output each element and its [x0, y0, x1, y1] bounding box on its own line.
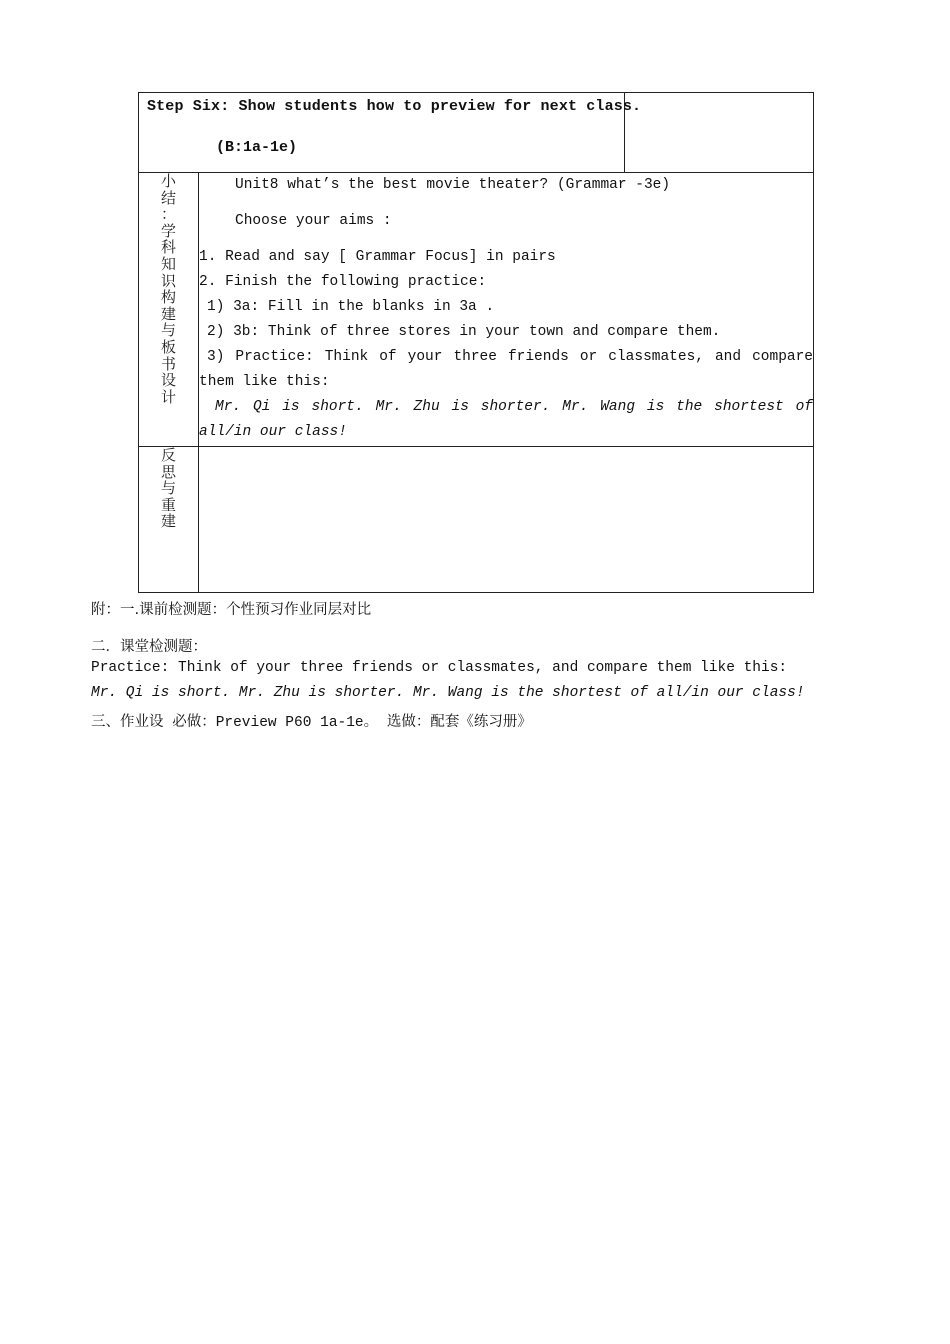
reflect-row: [139, 447, 814, 593]
step-six-row: [139, 93, 814, 173]
appendix-example: Mr. Qi is short. Mr. Zhu is shorter. Mr. Wang is the shortest of all/in our class!: [91, 685, 805, 701]
side-char: 知: [160, 254, 176, 273]
side-char: 思: [160, 462, 176, 481]
unit-title: Unit8 what’s the best movie theater? (Grammar -3e): [235, 177, 671, 193]
side-char: 结: [160, 188, 176, 207]
summary-content-cell: [199, 173, 814, 447]
appendix-practice: Practice: Think of your three friends or classmates, and compare them like this:: [91, 660, 788, 676]
appendix-homework: 三、作业设 必做：Preview P60 1a-1e。 选做：配套《练习册》: [91, 715, 532, 731]
side-char: 设: [160, 371, 176, 390]
step-six-title: Step Six: Show students how to preview for next class.: [147, 98, 642, 115]
example-sentence: Mr. Qi is short. Mr. Zhu is shorter. Mr. Wang is the shortest of: [215, 399, 813, 415]
step-six-empty-cell: [625, 93, 814, 173]
appendix-line-2: 二．课堂检测题：: [91, 639, 207, 655]
side-char: 科: [160, 238, 176, 257]
aim-item-2: 2. Finish the following practice:: [199, 274, 487, 290]
step-six-cell: [139, 93, 642, 173]
side-char: 反: [160, 446, 176, 464]
side-char: 建: [160, 304, 176, 323]
reflect-content-cell: [199, 447, 814, 593]
side-char: 计: [160, 387, 176, 406]
side-char: 建: [160, 512, 176, 531]
practice-item-2: 2) 3b: Think of three stores in your town and compare them.: [207, 324, 721, 340]
lesson-plan-table: [138, 92, 814, 593]
side-char: 构: [160, 288, 176, 307]
summary-side-label: [139, 173, 199, 447]
side-char: 小: [160, 172, 176, 190]
practice-item-1: 1) 3a: Fill in the blanks in 3a .: [207, 299, 495, 315]
practice-item-3-cont: them like this:: [199, 374, 330, 390]
side-char: 书: [160, 354, 176, 373]
side-char: 识: [160, 271, 176, 290]
side-char: 与: [160, 321, 176, 340]
step-six-range: (B:1a-1e): [216, 139, 298, 156]
aim-item-1: 1. Read and say [ Grammar Focus] in pairs: [199, 249, 556, 265]
side-char: ：: [160, 205, 176, 224]
appendix-line-1: 附：一.课前检测题：个性预习作业同层对比: [91, 602, 372, 618]
reflect-side-label: [139, 447, 199, 593]
side-char: 板: [160, 337, 176, 356]
side-char: 重: [160, 495, 176, 514]
side-char: 学: [160, 221, 176, 240]
example-sentence-cont: all/in our class!: [199, 424, 347, 440]
summary-row: [139, 173, 814, 447]
side-char: 与: [160, 479, 176, 498]
practice-item-3: 3) Practice: Think of your three friends or classmates, and compare: [207, 349, 813, 365]
aims-label: Choose your aims :: [235, 213, 392, 229]
